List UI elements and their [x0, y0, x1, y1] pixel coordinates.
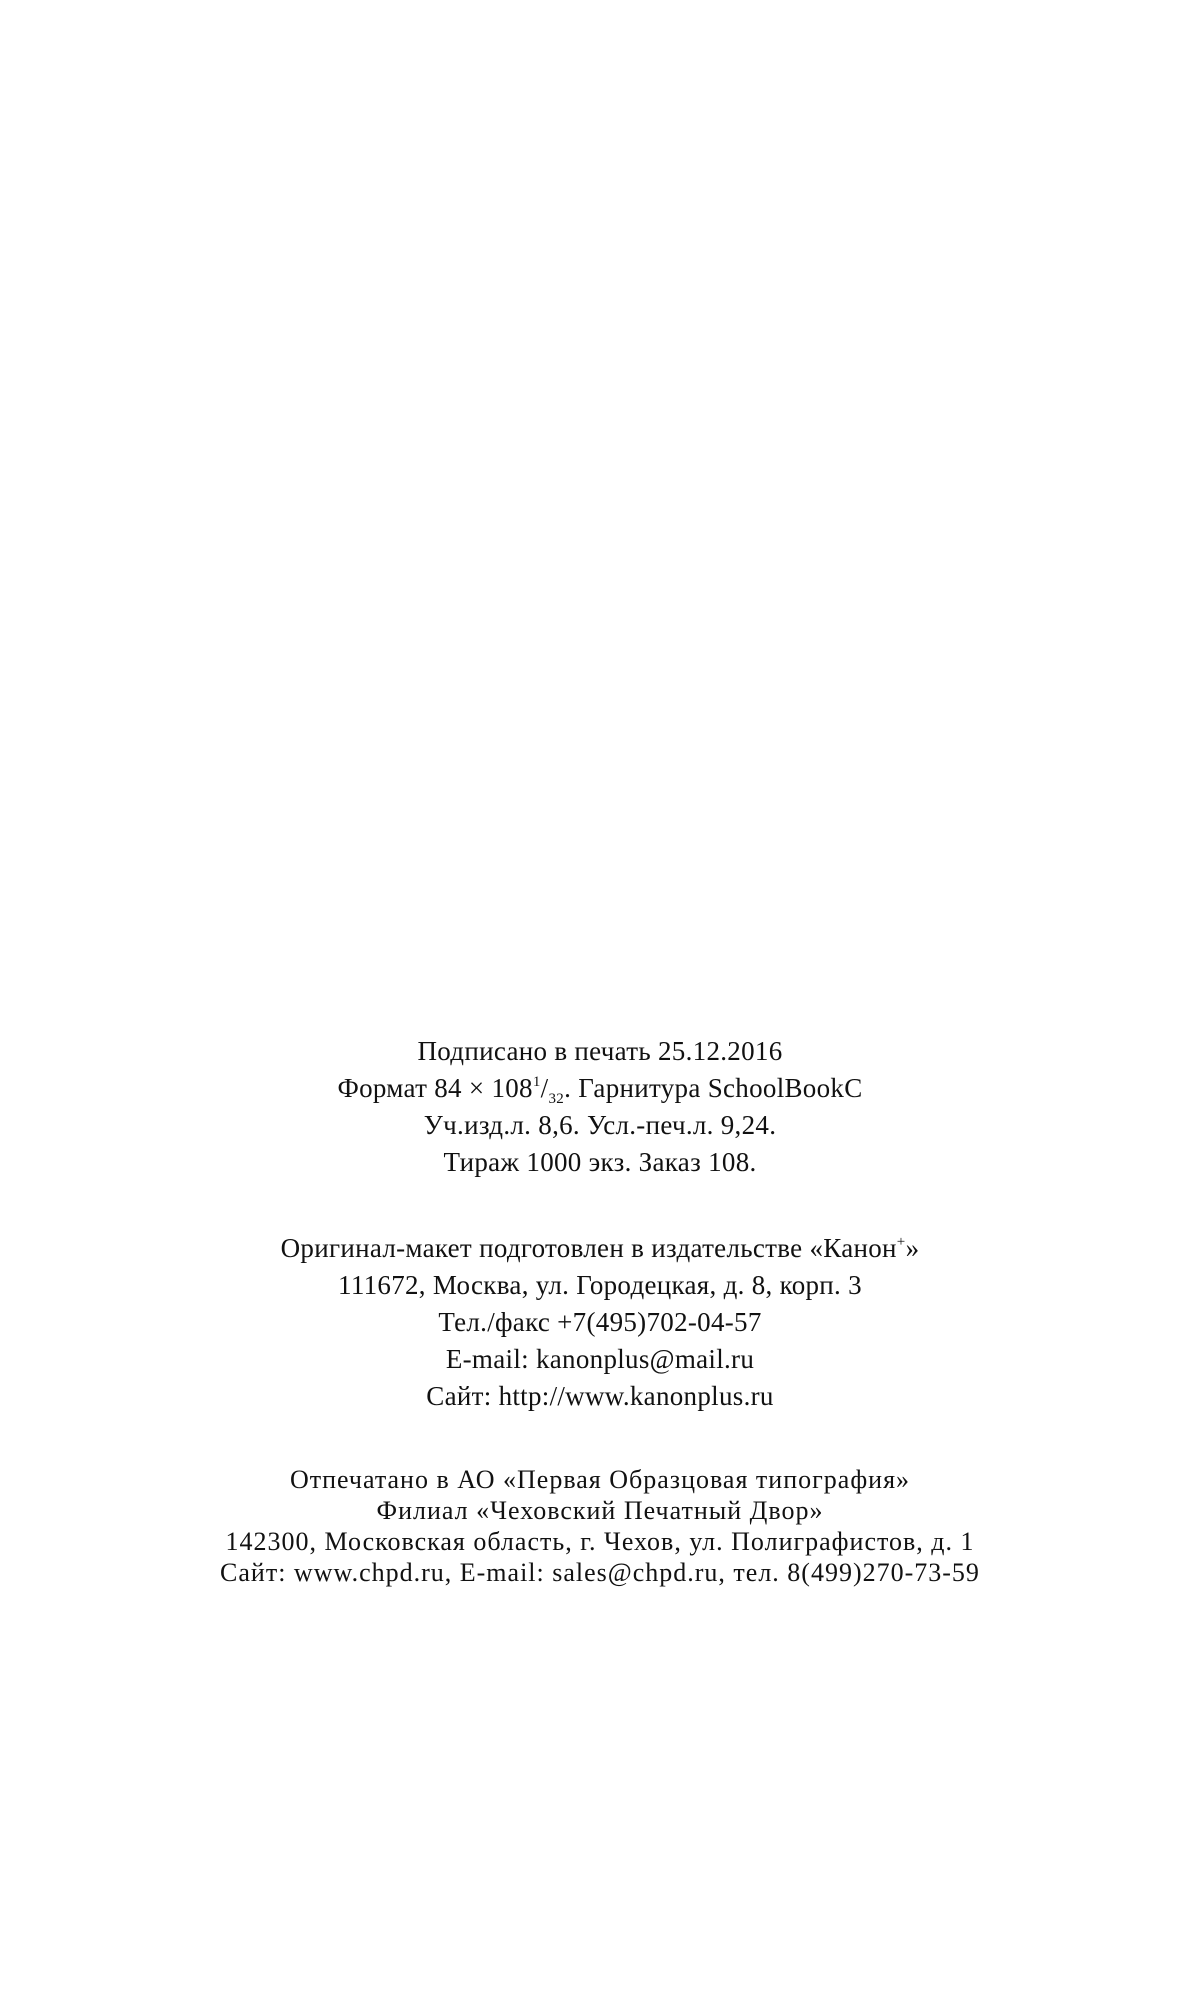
printer-contacts-line: Сайт: www.chpd.ru, E-mail: sales@chpd.ru, тел. 8(499)270-73-59 — [220, 1558, 980, 1587]
format-fraction-slash: / — [540, 1073, 549, 1103]
sheets-line: Уч.изд.л. 8,6. Усл.-печ.л. 9,24. — [423, 1110, 777, 1140]
printed-by-line: Отпечатано в АО «Первая Образцовая типография» — [289, 1465, 911, 1494]
printer-block — [0, 1464, 1200, 1588]
publisher-site-line: Сайт: http://www.kanonplus.ru — [426, 1381, 774, 1411]
prepared-suffix: » — [905, 1233, 920, 1263]
prepared-by-line — [0, 1230, 1200, 1267]
publisher-email-line: E-mail: kanonplus@mail.ru — [445, 1344, 755, 1374]
format-line — [0, 1070, 1200, 1107]
publisher-address-line: 111672, Москва, ул. Городецкая, д. 8, корп. 3 — [338, 1270, 862, 1300]
imprint-block — [0, 1033, 1200, 1181]
publisher-phone-line: Тел./факс +7(495)702-04-57 — [438, 1307, 762, 1337]
printer-address-line: 142300, Московская область, г. Чехов, ул. Полиграфистов, д. 1 — [225, 1527, 975, 1556]
publisher-block — [0, 1230, 1200, 1415]
format-fraction-numerator: 1 — [532, 1074, 541, 1090]
format-fraction-denominator: 32 — [548, 1091, 565, 1107]
prepared-plus-sup: + — [896, 1234, 906, 1250]
format-suffix: . Гарнитура SchoolBookC — [564, 1073, 863, 1103]
print-run-line: Тираж 1000 экз. Заказ 108. — [443, 1147, 757, 1177]
format-prefix: Формат 84 × 108 — [337, 1073, 533, 1103]
signed-to-print-line: Подписано в печать 25.12.2016 — [417, 1036, 783, 1066]
prepared-prefix: Оригинал-макет подготовлен в издательстве «Канон — [280, 1233, 897, 1263]
printer-branch-line: Филиал «Чеховский Печатный Двор» — [376, 1496, 824, 1525]
